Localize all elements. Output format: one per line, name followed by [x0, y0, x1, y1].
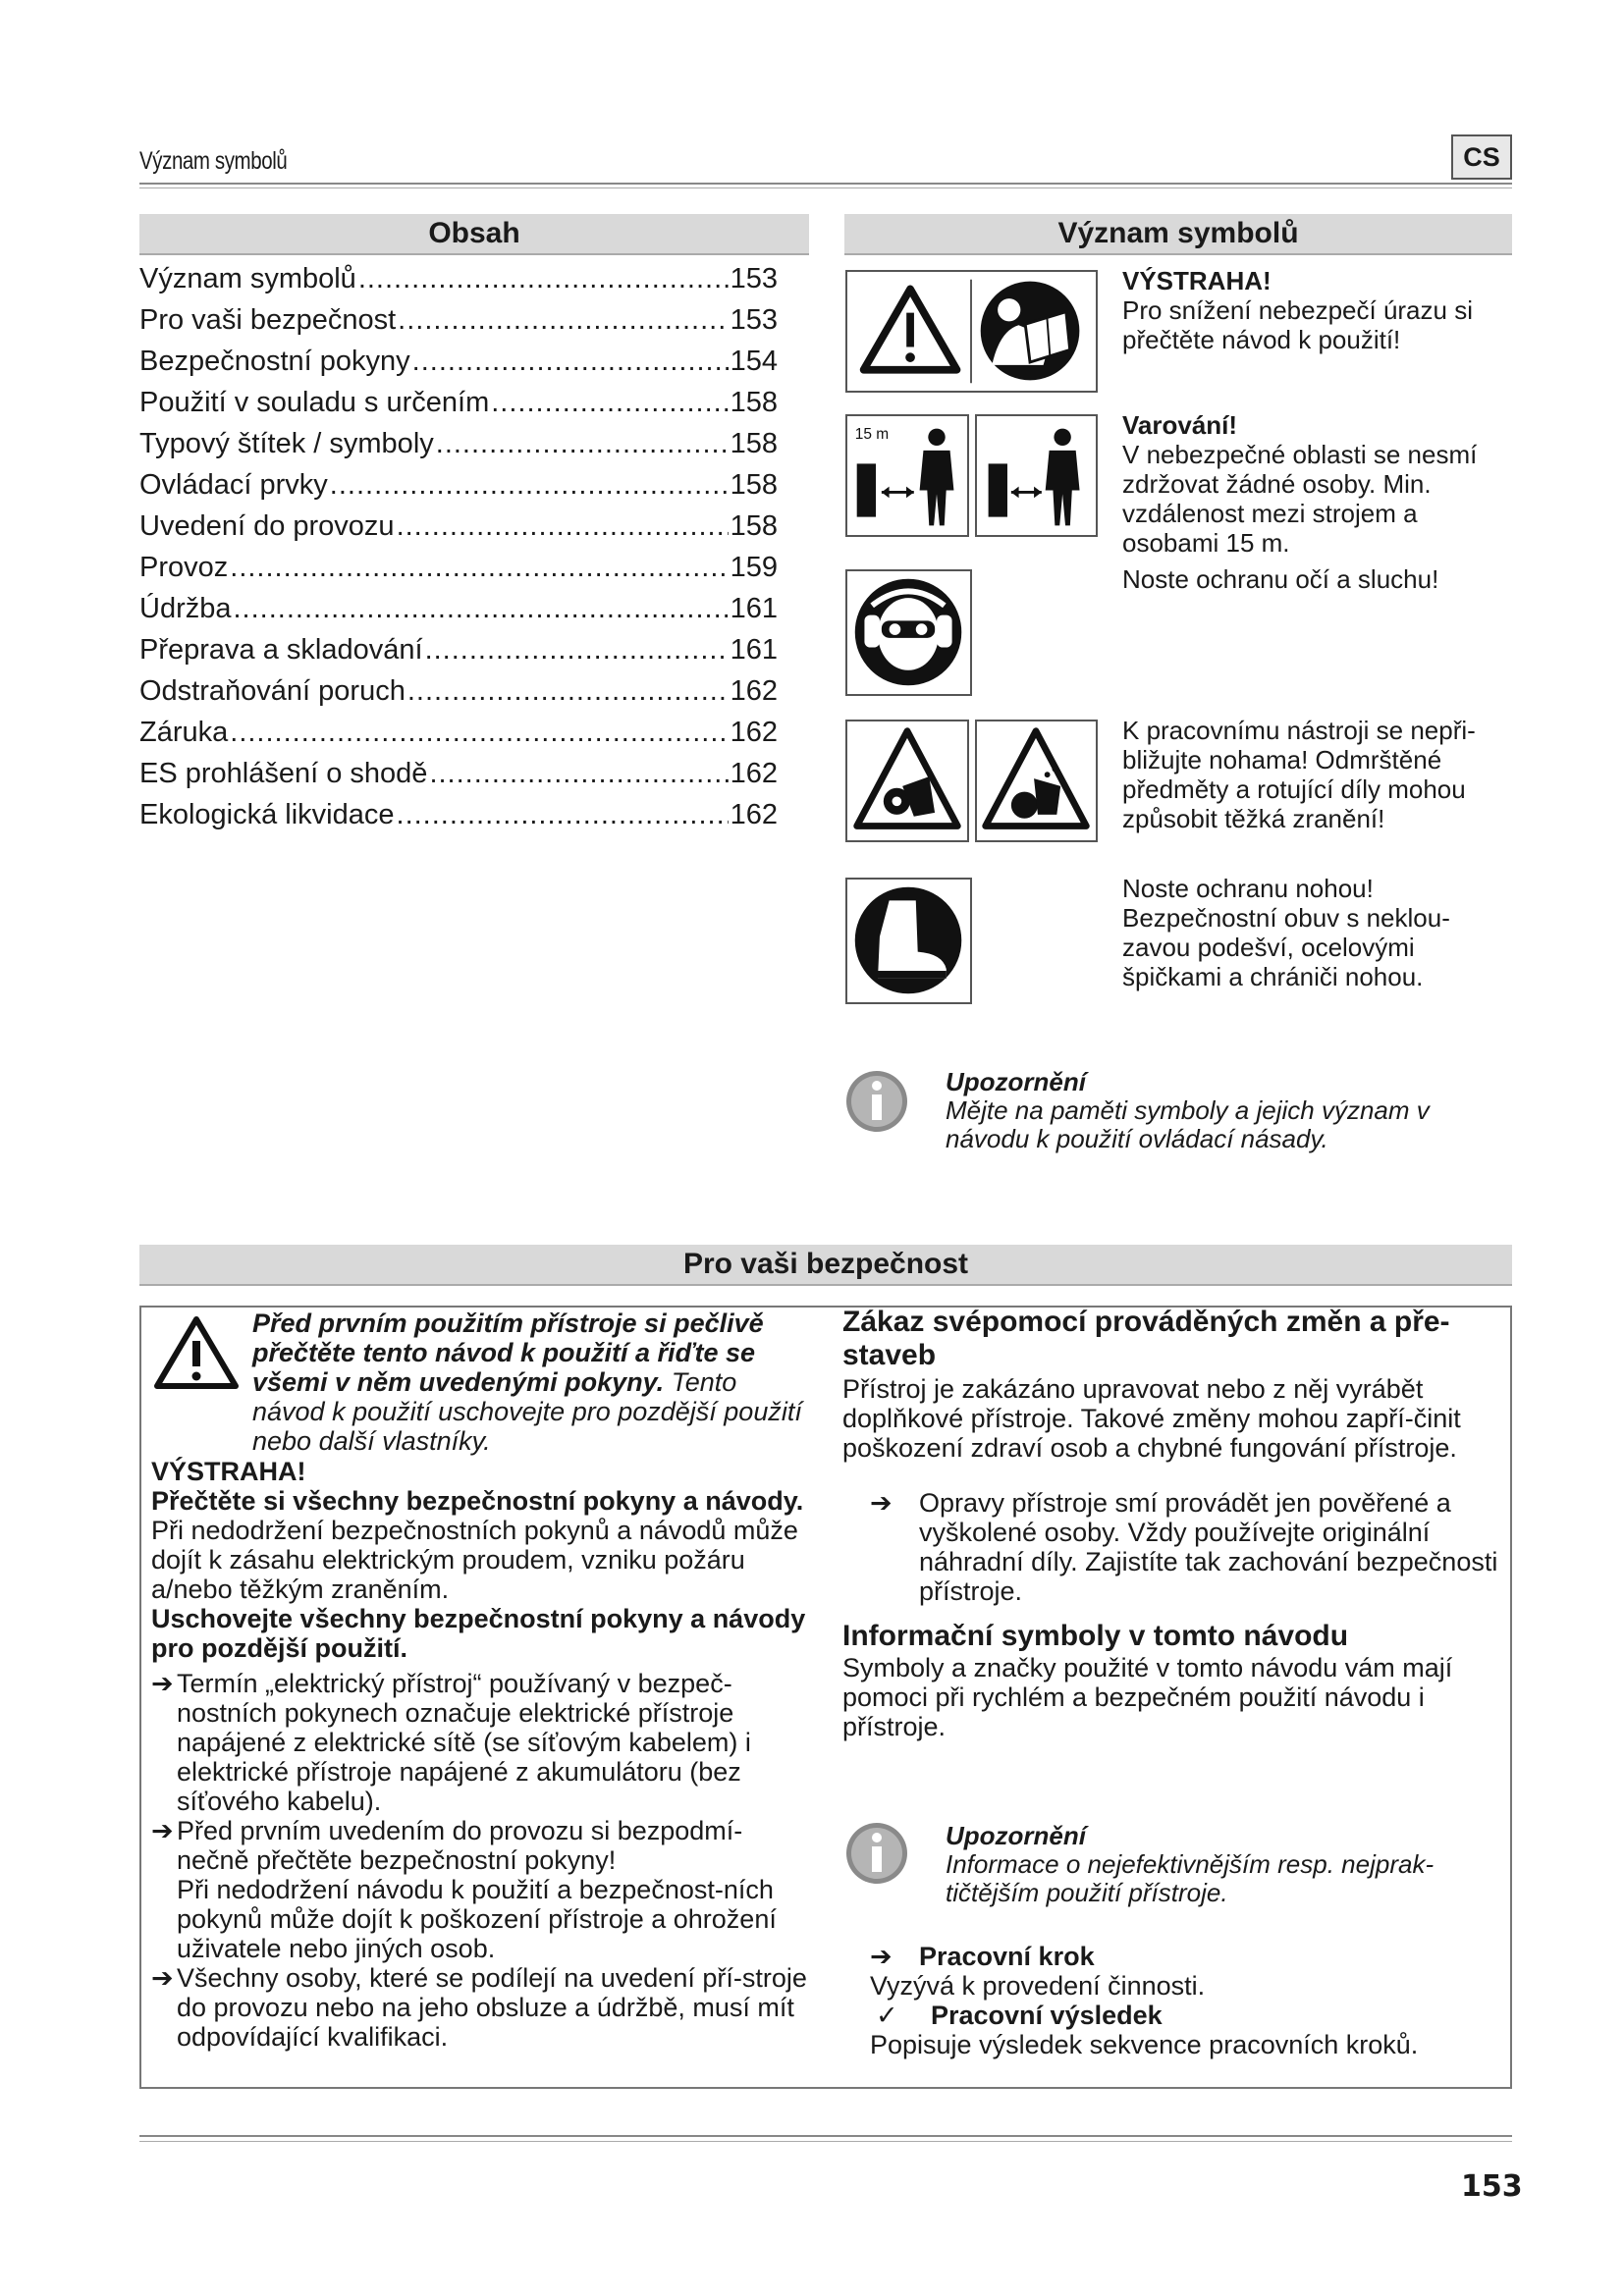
toc-entry: [139, 510, 778, 552]
toc-entry: [139, 593, 778, 634]
work-result-label: Pracovní výsledek: [931, 2001, 1163, 2030]
distance-symbol-2: [975, 414, 1098, 537]
toc-title: Obsah: [139, 214, 809, 255]
toc-leader-dots: [358, 263, 729, 295]
person-icon: [920, 429, 954, 526]
eye-ear-protection-symbol: [845, 569, 972, 696]
modifications-text: Přístroj je zakázáno upravovat nebo z něj vyrábět doplňkové přístroje. Takové změny mohou zapří-činit poškození zdraví osob a chybné fungování přístroje.: [842, 1374, 1461, 1463]
toc-entry-label: ES prohlášení o shodě: [139, 758, 428, 789]
toc-entry: [139, 675, 778, 717]
info-symbols-heading: Informační symboly v tomto návodu: [842, 1620, 1349, 1652]
modifications-heading: Zákaz svépomocí prováděných změn a pře-staveb: [842, 1306, 1450, 1371]
running-header: Význam symbolů: [139, 147, 288, 175]
toc-leader-dots: [425, 634, 729, 667]
arrow-icon: ➔: [870, 1942, 893, 1971]
toc-leader-dots: [398, 304, 728, 337]
toc-entry-label: Význam symbolů: [139, 263, 356, 294]
toc-entry-page: 162: [730, 799, 778, 830]
toc-entry: [139, 263, 778, 304]
toc-entry-label: Ekologická likvidace: [139, 799, 395, 830]
toc-leader-dots: [397, 510, 729, 543]
feet-hazard-symbol: [845, 720, 969, 842]
toc-entry: [139, 717, 778, 758]
safety-bullet-1: Termín „elektrický přístroj“ používaný v bezpeč-nostních pokynech označuje elektrické přístroje napájené z elektrické sítě (se síťovým kabelem) i elektrické přístroje napájené z akumulátoru (bez síťového kabelu).: [177, 1669, 751, 1816]
toc-entry-label: Ovládací prvky: [139, 469, 328, 501]
toc-entry-page: 158: [730, 469, 778, 501]
distance-label: 15 m: [854, 426, 890, 444]
work-step-text: Vyzývá k provedení činnosti.: [870, 1971, 1206, 2001]
toc-leader-dots: [230, 552, 728, 584]
toc-entry-page: 153: [730, 263, 778, 294]
info-icon: [843, 1820, 910, 1887]
toc-entry: [139, 304, 778, 346]
header-rule-thin: [139, 187, 1512, 188]
safety-right-column: [842, 1306, 1504, 1741]
toc-entry-page: 162: [730, 758, 778, 789]
safety-intro-bold: Před prvním použitím přístroje si pečlivě přečtěte tento návod k použití a řiďte se všemi v něm uvedenými pokyny.: [252, 1308, 764, 1397]
work-result-text: Popisuje výsledek sekvence pracovních kroků.: [870, 2030, 1419, 2059]
toc-leader-dots: [397, 799, 729, 831]
caution-heading: Varování!: [1122, 410, 1238, 440]
warning-text: Pro snížení nebezpečí úrazu si přečtěte návod k použití!: [1122, 295, 1473, 354]
page-number: 153: [1461, 2169, 1523, 2204]
toc-leader-dots: [330, 469, 729, 502]
toc-entry-page: 158: [730, 428, 778, 459]
toc-leader-dots: [230, 717, 728, 749]
arrow-icon: ➔: [151, 1963, 174, 1993]
modifications-bullet: Opravy přístroje smí provádět jen pověřené a vyškolené osoby. Vždy používejte originální náhradní díly. Zajistíte tak zachování bezpečnosti přístroje.: [919, 1488, 1498, 1606]
toc-entry: [139, 799, 778, 840]
symbols-title: Význam symbolů: [844, 214, 1512, 255]
person-icon: [1046, 429, 1080, 526]
note-title: Upozornění: [946, 1067, 1086, 1096]
toc-entry: [139, 634, 778, 675]
toc-entry-label: Uvedení do provozu: [139, 510, 395, 542]
warning-triangle-icon: [151, 1313, 242, 1392]
safety-intro-rest: Tento návod k použití uschovejte pro pozdější použití nebo další vlastníky.: [252, 1367, 802, 1456]
toc-entry: [139, 428, 778, 469]
toc-entry: [139, 346, 778, 387]
toc-entry-page: 161: [730, 593, 778, 624]
info-icon: [843, 1068, 910, 1135]
toc-leader-dots: [436, 428, 729, 460]
eye-ear-protection-icon: [855, 579, 962, 686]
toc-entry-label: Použití v souladu s určením: [139, 387, 490, 418]
arrow-icon: ➔: [151, 1669, 174, 1698]
table-of-contents: [139, 263, 778, 840]
arrow-icon: ➔: [151, 1816, 174, 1845]
toc-leader-dots: [234, 593, 729, 625]
toc-entry-label: Pro vaši bezpečnost: [139, 304, 397, 336]
eye-ear-protection-text: Noste ochranu očí a sluchu!: [1122, 564, 1439, 594]
toc-entry-page: 162: [730, 675, 778, 707]
foot-protection-symbol: [845, 878, 972, 1004]
toc-entry-page: 154: [730, 346, 778, 377]
safety-boot-icon: [855, 887, 962, 994]
safety-warning-text: Při nedodržení bezpečnostních pokynů a návodů může dojít k zásahu elektrickým proudem, vzniku požáru a/nebo těžkým zraněním.: [151, 1516, 798, 1604]
safety-bullet-2a: Před prvním uvedením do provozu si bezpodmí-nečně přečtěte bezpečnostní pokyny!: [177, 1816, 743, 1875]
note-text: Mějte na paměti symboly a jejich význam v návodu k použití ovládací násady.: [946, 1095, 1430, 1153]
safety-intro: [252, 1308, 812, 1456]
warning-read-manual-symbol: [845, 270, 1098, 393]
safety-title: Pro vaši bezpečnost: [139, 1245, 1512, 1286]
toc-entry-page: 162: [730, 717, 778, 748]
toc-entry: [139, 758, 778, 799]
safety-warning-bold: Přečtěte si všechny bezpečnostní pokyny a návody.: [151, 1486, 804, 1516]
warning-heading: VÝSTRAHA!: [1122, 266, 1272, 295]
safety-warning-heading: VÝSTRAHA!: [151, 1457, 306, 1486]
toc-leader-dots: [412, 346, 729, 378]
toc-entry-page: 161: [730, 634, 778, 666]
thrown-objects-symbol: [975, 720, 1098, 842]
safety-left-column: [151, 1457, 809, 2052]
arrow-icon: ➔: [870, 1488, 893, 1518]
toc-entry: [139, 552, 778, 593]
toc-entry-label: Provoz: [139, 552, 229, 583]
safety-bullet-3: Všechny osoby, které se podílejí na uvedení pří-stroje do provozu nebo na jeho obsluze a údržbě, musí mít odpovídající kvalifikaci.: [177, 1963, 807, 2052]
note-text-2: Informace o nejefektivnějším resp. nejprak-tičtějším použití přístroje.: [946, 1849, 1435, 1907]
toc-entry-page: 159: [730, 552, 778, 583]
header-rule: [139, 183, 1512, 185]
toc-entry-label: Údržba: [139, 593, 232, 624]
toc-entry-label: Bezpečnostní pokyny: [139, 346, 410, 377]
hands-feet-text: K pracovnímu nástroji se nepři-bližujte nohama! Odmrštěné předměty a rotující díly mohou způsobit těžká zranění!: [1122, 716, 1476, 833]
toc-entry-label: Odstraňování poruch: [139, 675, 406, 707]
note-title-2: Upozornění: [946, 1821, 1086, 1850]
toc-entry: [139, 469, 778, 510]
foot-protection-text: Noste ochranu nohou! Bezpečnostní obuv s neklou-zavou podešví, ocelovými špičkami a chrániči nohou.: [1122, 874, 1450, 991]
distance-symbol-1: [845, 414, 969, 537]
toc-entry-page: 153: [730, 304, 778, 336]
toc-leader-dots: [491, 387, 728, 419]
toc-entry-page: 158: [730, 387, 778, 418]
hazard-triangle-icon: [857, 731, 958, 827]
hazard-triangle-icon: [986, 731, 1087, 827]
check-icon: ✓: [876, 2001, 898, 2030]
toc-leader-dots: [429, 758, 728, 790]
toc-leader-dots: [407, 675, 729, 708]
toc-entry-label: Přeprava a skladování: [139, 634, 423, 666]
language-badge: CS: [1451, 134, 1512, 180]
toc-entry-page: 158: [730, 510, 778, 542]
footer-rule: [139, 2135, 1512, 2137]
info-symbols-text: Symboly a značky použité v tomto návodu vám mají pomoci při rychlém a bezpečném použití návodu i přístroje.: [842, 1653, 1453, 1741]
toc-entry-label: Záruka: [139, 717, 229, 748]
read-manual-icon: [981, 282, 1080, 381]
legend: [870, 1942, 1508, 2059]
safety-bullet-2b: Při nedodržení návodu k použití a bezpečnost-ních pokynů může dojít k poškození přístroje a ohrožení uživatele nebo jiných osob.: [177, 1875, 777, 1963]
caution-text: V nebezpečné oblasti se nesmí zdržovat žádné osoby. Min. vzdálenost mezi strojem a osobami 15 m.: [1122, 440, 1478, 558]
footer-rule-thin: [139, 2141, 1512, 2142]
toc-entry-label: Typový štítek / symboly: [139, 428, 434, 459]
toc-entry: [139, 387, 778, 428]
warning-triangle-icon: [864, 289, 957, 369]
work-step-label: Pracovní krok: [919, 1942, 1095, 1971]
keep-instructions: Uschovejte všechny bezpečnostní pokyny a návody pro pozdější použití.: [151, 1604, 806, 1663]
